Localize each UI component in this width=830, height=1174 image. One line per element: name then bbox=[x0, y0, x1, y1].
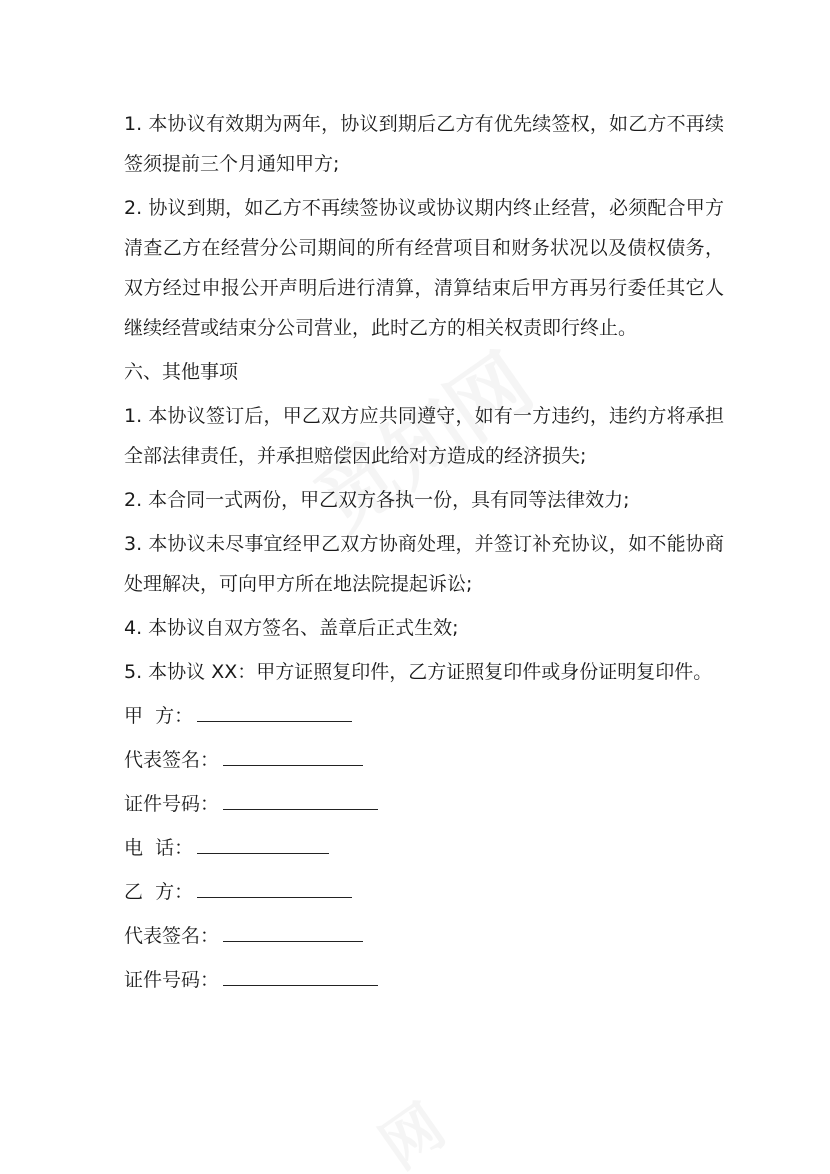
id-no-a-label: 证件号码： bbox=[124, 793, 220, 815]
document-body bbox=[124, 104, 724, 1004]
party-a-blank[interactable] bbox=[197, 697, 352, 722]
clause-effective: 4. 本协议自双方签名、盖章后正式生效; bbox=[124, 617, 459, 639]
rep-sign-a-blank[interactable] bbox=[223, 741, 363, 766]
clause-compliance: 1. 本协议签订后，甲乙双方应共同遵守，如有一方违约，违约方将承担全部法律责任，并承担赔偿因此给对方造成的经济损失; bbox=[124, 405, 724, 467]
signature-party-b bbox=[124, 872, 724, 912]
signature-id-b bbox=[124, 960, 724, 1000]
rep-sign-b-label: 代表签名： bbox=[124, 925, 220, 947]
phone-blank[interactable] bbox=[197, 829, 329, 854]
id-no-b-label: 证件号码： bbox=[124, 969, 220, 991]
party-a-label: 甲 方： bbox=[124, 705, 194, 727]
signature-phone bbox=[124, 828, 724, 868]
id-no-a-blank[interactable] bbox=[223, 785, 378, 810]
clause-expiry: 2. 协议到期，如乙方不再续签协议或协议期内终止经营，必须配合甲方清查乙方在经营分公司期间的所有经营项目和财务状况以及债权债务，双方经过申报公开声明后进行清算，清算结束后甲方再另行委任其它人继续经营或结束分公司营业，此时乙方的相关权责即行终止。 bbox=[124, 197, 724, 339]
clause-validity: 1. 本协议有效期为两年，协议到期后乙方有优先续签权，如乙方不再续签须提前三个月通知甲方; bbox=[124, 113, 724, 175]
clause-disputes: 3. 本协议未尽事宜经甲乙双方协商处理，并签订补充协议，如不能协商处理解决，可向甲方所在地法院提起诉讼; bbox=[124, 533, 724, 595]
clause-copies: 2. 本合同一式两份，甲乙双方各执一份，具有同等法律效力; bbox=[124, 489, 630, 511]
signature-party-a bbox=[124, 696, 724, 736]
watermark-bottom bbox=[361, 1081, 459, 1174]
party-b-label: 乙 方： bbox=[124, 881, 194, 903]
rep-sign-a-label: 代表签名： bbox=[124, 749, 220, 771]
rep-sign-b-blank[interactable] bbox=[223, 917, 363, 942]
section-heading-other-matters: 六、其他事项 bbox=[124, 361, 239, 383]
phone-label: 电 话： bbox=[124, 837, 194, 859]
party-b-blank[interactable] bbox=[197, 873, 352, 898]
signature-rep-b bbox=[124, 916, 724, 956]
id-no-b-blank[interactable] bbox=[223, 961, 378, 986]
signature-rep-a bbox=[124, 740, 724, 780]
signature-id-a bbox=[124, 784, 724, 824]
clause-attachments: 5. 本协议 XX：甲方证照复印件，乙方证照复印件或身份证明复印件。 bbox=[124, 661, 713, 683]
